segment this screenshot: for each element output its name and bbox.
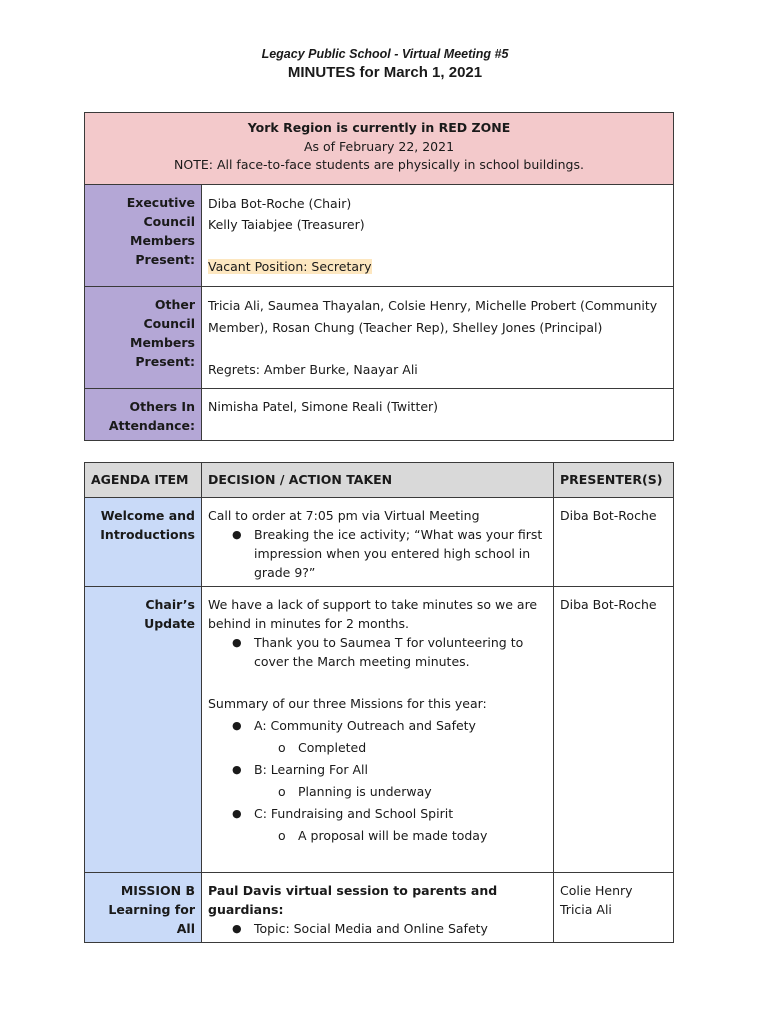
label-line: Introductions <box>100 527 195 542</box>
table-row <box>85 587 674 873</box>
decision-text: We have a lack of support to take minutes so we are behind in minutes for 2 months. <box>208 597 538 631</box>
member-treasurer: Kelly Taiabjee (Treasurer) <box>208 217 365 232</box>
mission-status: o Completed <box>208 737 547 759</box>
others-attendance-label <box>85 389 202 441</box>
label-line: Members <box>130 233 195 248</box>
list-item: ● Topic: Social Media and Online Safety <box>208 919 547 938</box>
chair-presenter: Diba Bot-Roche <box>554 587 674 873</box>
vacant-position: Vacant Position: Secretary <box>208 259 372 274</box>
members-line: Tricia Ali, Saumea Thayalan, Colsie Henry, Michelle Probert (Community <box>208 298 658 313</box>
col-header-agenda-item: AGENDA ITEM <box>85 463 202 498</box>
member-chair: Diba Bot-Roche (Chair) <box>208 196 352 211</box>
regrets: Regrets: Amber Burke, Naayar Ali <box>208 362 418 377</box>
other-council-label <box>85 287 202 389</box>
mission-b-presenters <box>554 873 674 943</box>
label-line: Attendance: <box>108 418 195 433</box>
label-line: Update <box>144 616 195 631</box>
label-line: Present: <box>135 354 195 369</box>
document-subtitle: Legacy Public School - Virtual Meeting #5 <box>261 47 509 61</box>
mission-status: o Planning is underway <box>208 781 547 803</box>
table-row <box>85 498 674 587</box>
col-header-decision: DECISION / ACTION TAKEN <box>202 463 554 498</box>
agenda-item-mission-b <box>85 873 202 943</box>
col-header-presenters: PRESENTER(S) <box>554 463 674 498</box>
list-item: ● Breaking the ice activity; “What was your first impression when you entered high school in grade 9?” <box>208 525 547 582</box>
presenter-name: Colie Henry <box>560 883 633 898</box>
missions-summary: Summary of our three Missions for this year: <box>208 696 487 711</box>
label-line: Council <box>143 316 195 331</box>
label-line: Members <box>130 335 195 350</box>
label-line: Others In <box>129 399 195 414</box>
welcome-decision <box>202 498 554 587</box>
others-attendance-names: Nimisha Patel, Simone Reali (Twitter) <box>202 389 674 441</box>
executive-label <box>85 185 202 287</box>
label-line: Learning for All <box>108 902 195 936</box>
agenda-item-welcome <box>85 498 202 587</box>
attendance-table <box>84 112 674 441</box>
chair-decision <box>202 587 554 873</box>
decision-text: Call to order at 7:05 pm via Virtual Meeting <box>208 508 480 523</box>
label-line: MISSION B <box>120 883 195 898</box>
session-heading: Paul Davis virtual session to parents and guardians: <box>208 883 498 917</box>
label-line: Chair’s <box>145 597 195 612</box>
welcome-presenter: Diba Bot-Roche <box>554 498 674 587</box>
members-line: Member), Rosan Chung (Teacher Rep), Shelley Jones (Principal) <box>208 320 603 335</box>
label-line: Council <box>143 214 195 229</box>
other-council-members <box>202 287 674 389</box>
agenda-table <box>84 462 674 943</box>
zone-note: NOTE: All face-to-face students are physically in school buildings. <box>174 157 584 172</box>
mission-item: ● A: Community Outreach and Safety <box>208 715 547 737</box>
zone-banner <box>85 113 674 185</box>
mission-item: ● C: Fundraising and School Spirit <box>208 803 547 825</box>
zone-date: As of February 22, 2021 <box>303 138 455 154</box>
list-item: ● Thank you to Saumea T for volunteering to cover the March meeting minutes. <box>208 633 547 671</box>
agenda-item-chair <box>85 587 202 873</box>
label-line: Other <box>154 297 195 312</box>
mission-b-decision <box>202 873 554 943</box>
zone-status: York Region is currently in RED ZONE <box>247 120 511 135</box>
executive-members <box>202 185 674 287</box>
mission-status: o A proposal will be made today <box>208 825 547 847</box>
table-row <box>85 873 674 943</box>
mission-item: ● B: Learning For All <box>208 759 547 781</box>
label-line: Present: <box>135 252 195 267</box>
document-title: MINUTES for March 1, 2021 <box>287 64 483 81</box>
label-line: Welcome and <box>100 508 195 523</box>
presenter-name: Tricia Ali <box>560 902 612 917</box>
label-line: Executive <box>126 195 195 210</box>
